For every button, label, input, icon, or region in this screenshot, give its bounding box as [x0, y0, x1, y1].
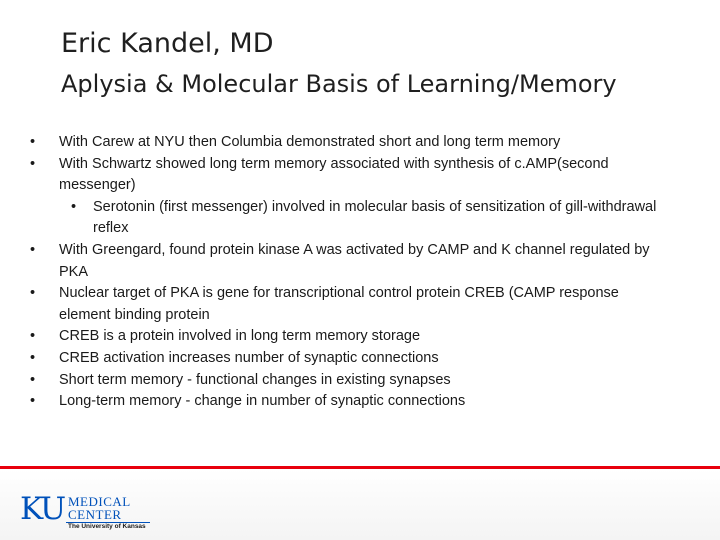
bullet-item: • CREB activation increases number of synaptic connections	[30, 348, 670, 370]
bullet-item: • Short term memory - functional changes in existing synapses	[30, 370, 670, 392]
bullet-item: • Long-term memory - change in number of synaptic connections	[30, 391, 670, 413]
ku-logo-mark: KU	[20, 491, 65, 527]
bullet-item: • CREB is a protein involved in long term memory storage	[30, 326, 670, 348]
logo-line-medical: MEDICAL	[68, 494, 131, 509]
logo-line-center: CENTER	[68, 507, 122, 522]
slide-title: Eric Kandel, MD	[61, 28, 274, 59]
bullet-item: • With Schwartz showed long term memory associated with synthesis of c.AMP(second messenger)	[30, 154, 670, 197]
bullet-item: • With Greengard, found protein kinase A was activated by CAMP and K channel regulated by PKA	[30, 240, 670, 283]
bullet-item: • Nuclear target of PKA is gene for transcriptional control protein CREB (CAMP response element binding protein	[30, 283, 670, 326]
bullet-list	[30, 132, 670, 413]
slide-subtitle: Aplysia & Molecular Basis of Learning/Memory	[61, 70, 617, 98]
sub-bullet-item: • Serotonin (first messenger) involved in molecular basis of sensitization of gill-withdrawal reflex	[30, 197, 670, 240]
logo-university-name: The University of Kansas	[68, 523, 146, 530]
bullet-item: • With Carew at NYU then Columbia demonstrated short and long term memory	[30, 132, 670, 154]
